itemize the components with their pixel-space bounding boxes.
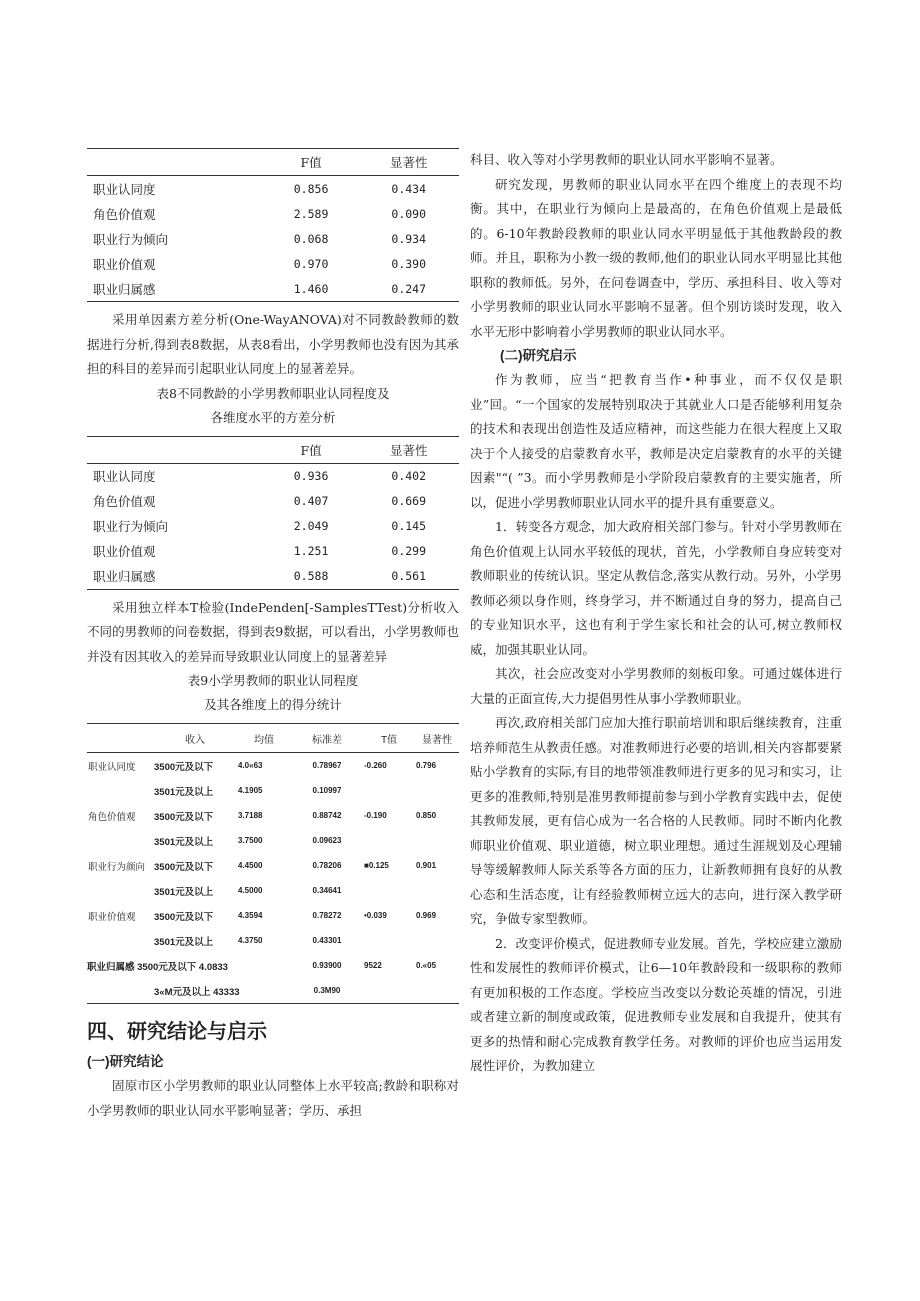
f-value: 0.936 xyxy=(293,469,329,483)
table-9 xyxy=(87,723,459,1004)
t-value xyxy=(363,928,415,953)
paragraph-anova: 采用单因素方差分析(One-WayANOVA)对不同教龄教师的数据进行分析,得到表8数据，从表8看出，小学男教师也没有因为其承担的科目的差异而引起职业认同度上的显著差异。 xyxy=(87,312,459,376)
paragraph-conclusion: 固原市区小学男教师的职业认同整体上水平较高;教龄和职称对小学男教师的职业认同水平影响显著；学历、承担 xyxy=(87,1078,459,1118)
row-label: 职业行为颜向 xyxy=(88,861,146,873)
income: 3500元及以下 xyxy=(154,811,214,823)
mean: 4.4500 xyxy=(238,861,263,870)
row-label: 职业价值观 xyxy=(93,256,156,272)
table-row xyxy=(87,539,459,564)
table-8 xyxy=(87,436,459,590)
table-row xyxy=(87,489,459,514)
paragraph-change-perceptions: 1．转变各方观念，加大政府相关部门参与。针对小学男教师在角色价值观上认同水平较低的现状，首先，小学教师自身应转变对教师职业的传统认识。坚定从教信念,落实从教行动。另外，小学男教师必须以身作则，终身学习，并不断通过自身的努力，提高自己的专业知识水平，这也有利于学生家长和社会的认可,树立教师权威，加强其职业认同。 xyxy=(470,519,842,657)
std-dev: 0.93900 xyxy=(312,961,342,970)
t-value xyxy=(363,828,415,853)
mean: 3.7500 xyxy=(238,836,263,845)
header-cell: 均值 xyxy=(237,724,291,753)
table8-caption-line1: 表8不同教龄的小学男教师职业认同程度及 xyxy=(156,385,390,401)
header-cell: F值 xyxy=(264,436,359,463)
row-label: 角色价值观 xyxy=(93,494,156,509)
table-header-row xyxy=(87,149,459,176)
row-label: 职业行为倾向 xyxy=(93,231,169,247)
significance: 0.850 xyxy=(416,811,437,820)
significance xyxy=(415,828,459,853)
significance: 0.969 xyxy=(416,911,437,920)
significance xyxy=(415,878,459,903)
table-row xyxy=(87,803,459,828)
row-label: 职业价值观 xyxy=(88,911,136,923)
income: 3501元及以上 xyxy=(154,936,214,948)
income: 3500元及以下 xyxy=(154,861,214,873)
significance: 0.669 xyxy=(391,494,427,508)
section-title: 四、研究结论与启示 xyxy=(87,1019,267,1043)
std-dev: 0.78272 xyxy=(312,911,342,920)
t-value: -0.260 xyxy=(364,761,387,770)
income: 3501元及以上 xyxy=(154,786,214,798)
income: 3500元及以下 xyxy=(154,911,214,923)
table-row xyxy=(87,878,459,903)
paragraph-teacher-role: 作为教师，应当“把教育当作•种事业，而不仅仅是职业”回。“一个国家的发展特别取决于其就业人口是否能够利用复杂的技术和表现出创造性及适应精神，而这些能力在很大程度上又取决于个人接受的启蒙教育水平，教师是决定启蒙教育的水平的关键因素"“( ”3。而小学男教师是小学阶段启蒙教育的主要实施者，所以，促进小学男教师职业认同水平的提升具有重要意义。 xyxy=(470,372,842,510)
table-row xyxy=(87,903,459,928)
paragraph-government-training: 再次,政府相关部门应加大推行职前培训和职后继续教育，注重培养师范生从教责任感。对准教师进行必要的培训,相关内容都要紧贴小学教育的实际,有目的地带领准教师进行更多的见习和实习，让更多的准教师,特别是准男教师提前参与到小学教育实践中去，促使其教师发展，更有信心成为一名合格的人民教师。同时不断内化教师职业价值观、职业道德，树立职业理想。通过生涯规划及心理辅导等缓解教师人际关系等各方面的压力，让新教师拥有良好的从教心态和生活态度，让有经验教师树立远大的志向，进行深入教学研究，争做专家型教师。 xyxy=(470,715,842,926)
t-value xyxy=(363,878,415,903)
f-value: 0.970 xyxy=(293,256,329,271)
table-row xyxy=(87,978,459,1004)
paragraph-continuation: 科目、收入等对小学男教师的职业认同水平影响不显著。 xyxy=(470,152,783,167)
row-label: 职业认同度 xyxy=(93,181,156,197)
row-combined-text: 职业归属感 3500元及以下 4.0833 xyxy=(87,961,228,973)
header-cell: 显著性 xyxy=(415,724,459,753)
row-label xyxy=(87,928,153,953)
significance: 0.901 xyxy=(416,861,437,870)
table-row xyxy=(87,226,459,251)
mean: 4.3750 xyxy=(238,936,263,945)
row-label: 职业认同度 xyxy=(88,761,136,773)
significance: 0.402 xyxy=(391,469,427,483)
table-row xyxy=(87,828,459,853)
significance: 0.796 xyxy=(416,761,437,770)
f-value: 2.589 xyxy=(293,206,329,221)
significance: 0.145 xyxy=(391,519,427,533)
std-dev: 0.34641 xyxy=(312,886,342,895)
significance: 0.434 xyxy=(391,181,427,196)
std-dev: 0.09623 xyxy=(312,836,342,845)
header-cell: T值 xyxy=(363,724,415,753)
std-dev: 0.78967 xyxy=(312,761,342,770)
subsection-title-conclusion: (一)研究结论 xyxy=(87,1054,164,1069)
table-row xyxy=(87,953,459,978)
row-label: 职业认同度 xyxy=(93,469,156,484)
row-label xyxy=(87,828,153,853)
income: 3500元及以下 xyxy=(154,761,214,773)
row-label xyxy=(87,778,153,803)
row-label: 职业归属感 xyxy=(87,564,264,590)
row-label: 职业价值观 xyxy=(93,544,156,559)
table-row xyxy=(87,201,459,226)
paragraph-findings: 研究发现，男教师的职业认同水平在四个维度上的表现不均衡。其中，在职业行为倾向上是最高的，在角色价值观上是最低的。6-10年教龄段教师的职业认同水平明显低于其他教龄段的教师。并且，职称为小教一级的教师,他们的职业认同水平明显比其他职称的教师低。另外，在问卷调查中，学历、承担科目、收入等对小学男教师的职业认同水平影响不显著。但个别访谈时发现，收入水平无形中影响着小学男教师的职业认同水平。 xyxy=(470,176,842,339)
table-row xyxy=(87,251,459,276)
significance: 0.090 xyxy=(391,206,427,221)
std-dev: 0.3M90 xyxy=(291,978,363,1004)
paragraph-evaluation-model: 2．改变评价模式，促进教师专业发展。首先，学校应建立激励性和发展性的教师评价模式，让6—10年教龄段和一级职称的教师有更加积极的工作态度。学校应当改变以分数论英雄的情况，引进或者建立新的制度或政策，促进教师专业发展和自我提升，使其有更多的热情和耐心完成教育教学任务。对教师的评价也应当运用发展性评价，为教加建立 xyxy=(470,935,842,1073)
table-header-row xyxy=(87,724,459,753)
t-value: ■0.125 xyxy=(364,861,389,870)
mean: 3.7188 xyxy=(238,811,263,820)
row-label: 职业归属感 xyxy=(87,276,264,302)
t-value: 9522 xyxy=(364,961,382,970)
table9-caption-line1: 表9小学男教师的职业认同程度 xyxy=(187,673,359,688)
row-combined-text: 3«M元及以上 43333 xyxy=(153,978,291,1004)
std-dev: 0.43301 xyxy=(312,936,342,945)
t-value: -0.190 xyxy=(364,811,387,820)
significance: 0.299 xyxy=(391,544,427,558)
significance: 0.390 xyxy=(391,256,427,271)
table-row xyxy=(87,928,459,953)
row-label: 角色价值观 xyxy=(93,206,156,222)
row-label: 职业行为倾向 xyxy=(93,519,169,534)
table-row xyxy=(87,753,459,779)
mean: 4.0«63 xyxy=(238,761,263,770)
f-value: 1.460 xyxy=(264,276,359,302)
f-value: 1.251 xyxy=(293,544,329,558)
significance: 0.934 xyxy=(391,231,427,246)
table-header-row xyxy=(87,436,459,463)
paragraph-ttest: 采用独立样本T检验(IndePenden[-SamplesTTest)分析收入不同的男教师的问卷数据，得到表9数据，可以看出，小学男教师也并没有因其收入的差异而导致职业认同度上的显著差异 xyxy=(87,599,459,664)
mean: 4.1905 xyxy=(238,786,263,795)
std-dev: 0.78206 xyxy=(312,861,342,870)
mean: 4.5000 xyxy=(238,886,263,895)
f-value: 0.068 xyxy=(293,231,329,246)
t-value xyxy=(363,778,415,803)
table-row xyxy=(87,778,459,803)
significance: 0.561 xyxy=(358,564,459,590)
row-label: 角色价值观 xyxy=(88,811,136,823)
table-row xyxy=(87,564,459,590)
left-column xyxy=(87,140,459,1123)
header-cell: 收入 xyxy=(153,724,237,753)
f-value: 0.856 xyxy=(293,181,329,196)
table-row xyxy=(87,463,459,489)
table-f-values-1 xyxy=(87,148,459,302)
row-label xyxy=(87,878,153,903)
table9-caption-line2: 及其各维度上的得分统计 xyxy=(204,697,342,712)
table8-caption-line2: 各维度水平的方差分析 xyxy=(210,409,336,425)
right-column xyxy=(470,148,842,1079)
header-cell: 显著性 xyxy=(358,149,459,176)
income: 3501元及以上 xyxy=(154,836,214,848)
significance: 0.247 xyxy=(358,276,459,302)
table-row xyxy=(87,853,459,878)
table-row xyxy=(87,514,459,539)
header-cell: F值 xyxy=(264,149,359,176)
f-value: 0.588 xyxy=(264,564,359,590)
subsection-title-implications: (二)研究启示 xyxy=(500,348,577,363)
std-dev: 0.88742 xyxy=(312,811,342,820)
significance: 0.«05 xyxy=(416,961,437,970)
significance xyxy=(415,928,459,953)
mean: 4.3594 xyxy=(238,911,263,920)
t-value: •0.039 xyxy=(364,911,387,920)
table-row xyxy=(87,276,459,302)
header-cell: 标准差 xyxy=(291,724,363,753)
income: 3501元及以上 xyxy=(154,886,214,898)
significance xyxy=(415,778,459,803)
header-cell xyxy=(87,149,264,176)
table-row xyxy=(87,176,459,202)
f-value: 0.407 xyxy=(293,494,329,508)
std-dev: 0.10997 xyxy=(312,786,342,795)
header-cell xyxy=(87,724,153,753)
f-value: 2.049 xyxy=(293,519,329,533)
header-cell xyxy=(87,436,264,463)
header-cell: 显著性 xyxy=(358,436,459,463)
paragraph-social-image: 其次，社会应改变对小学男教师的刻板印象。可通过媒体进行大量的正面宣传,大力提倡男性从事小学教师职业。 xyxy=(470,666,842,706)
